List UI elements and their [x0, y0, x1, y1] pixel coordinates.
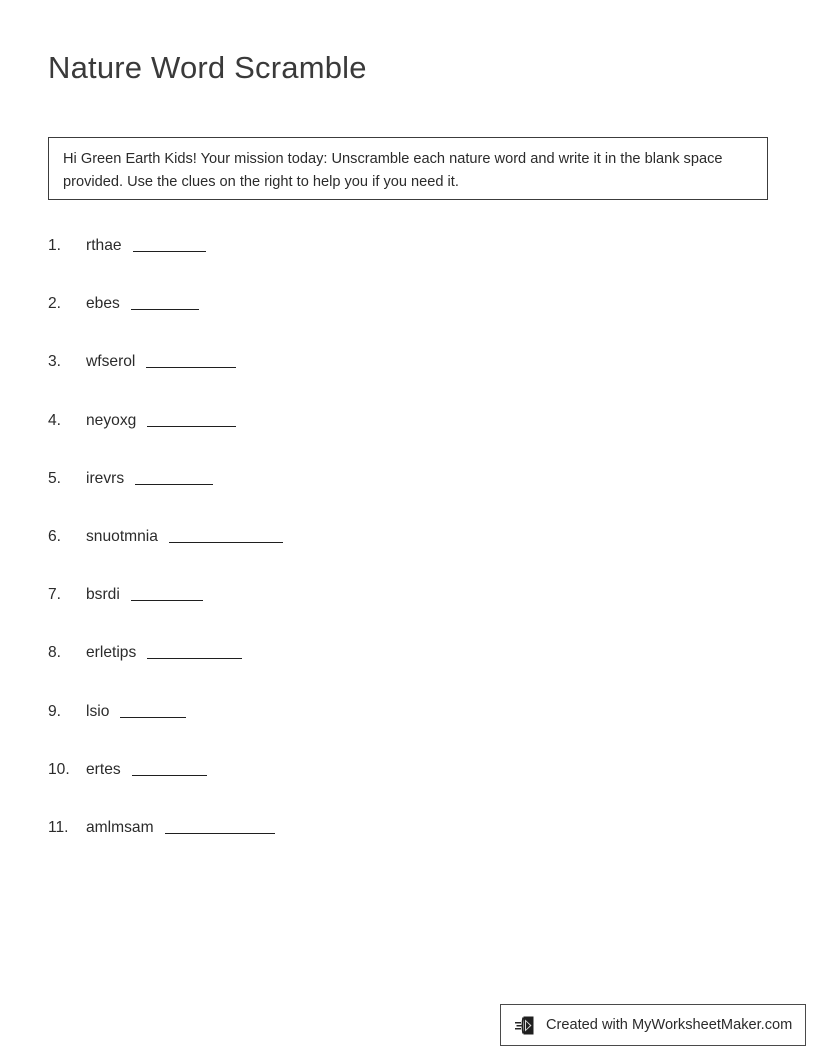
answer-blank-line[interactable]	[131, 296, 199, 310]
list-item	[48, 702, 768, 760]
answer-blank-line[interactable]	[132, 762, 207, 776]
list-item	[48, 352, 768, 410]
item-number: 1.	[48, 237, 62, 254]
item-scrambled-word: rthae	[86, 237, 122, 254]
answer-blank-line[interactable]	[165, 820, 275, 834]
page-title: Nature Word Scramble	[48, 50, 367, 85]
answer-blank-line[interactable]	[147, 413, 236, 427]
list-item	[48, 527, 768, 585]
list-item	[48, 294, 768, 352]
item-number: 3.	[48, 353, 62, 371]
item-scrambled-word: erletips	[86, 644, 137, 662]
item-scrambled-word: irevrs	[86, 469, 125, 487]
item-number: 10.	[48, 760, 70, 778]
instructions-box	[48, 137, 768, 200]
item-scrambled-word: snuotmnia	[86, 527, 158, 545]
created-with-badge[interactable]	[500, 1004, 806, 1046]
item-number: 5.	[48, 469, 62, 487]
answer-blank-line[interactable]	[147, 645, 242, 659]
answer-blank-line[interactable]	[133, 238, 206, 252]
instructions-text: Hi Green Earth Kids! Your mission today: Unscramble each nature word and write it in the blank space provided. Use the clues on the right to help you if you need it.	[63, 151, 723, 190]
worksheet-maker-logo-icon	[514, 1013, 538, 1037]
answer-blank-line[interactable]	[131, 587, 203, 601]
item-number: 7.	[48, 586, 62, 604]
answer-blank-line[interactable]	[146, 354, 236, 368]
list-item	[48, 643, 768, 701]
scramble-list	[48, 236, 768, 876]
list-item	[48, 236, 768, 294]
item-scrambled-word: amlmsam	[86, 818, 154, 836]
item-number: 9.	[48, 702, 62, 720]
answer-blank-line[interactable]	[169, 529, 283, 543]
list-item	[48, 469, 768, 527]
item-scrambled-word: neyoxg	[86, 411, 137, 429]
item-number: 2.	[48, 295, 62, 313]
answer-blank-line[interactable]	[135, 471, 213, 485]
item-scrambled-word: ebes	[86, 295, 120, 313]
item-scrambled-word: wfserol	[86, 353, 136, 371]
list-item	[48, 585, 768, 643]
list-item	[48, 818, 768, 876]
item-scrambled-word: lsio	[86, 702, 110, 720]
item-scrambled-word: bsrdi	[86, 586, 120, 604]
item-scrambled-word: ertes	[86, 760, 121, 778]
created-with-label: Created with MyWorksheetMaker.com	[546, 1017, 793, 1033]
list-item	[48, 760, 768, 818]
item-number: 11.	[48, 818, 69, 836]
item-number: 4.	[48, 411, 62, 429]
list-item	[48, 411, 768, 469]
answer-blank-line[interactable]	[120, 704, 186, 718]
item-number: 8.	[48, 644, 62, 662]
item-number: 6.	[48, 527, 62, 545]
